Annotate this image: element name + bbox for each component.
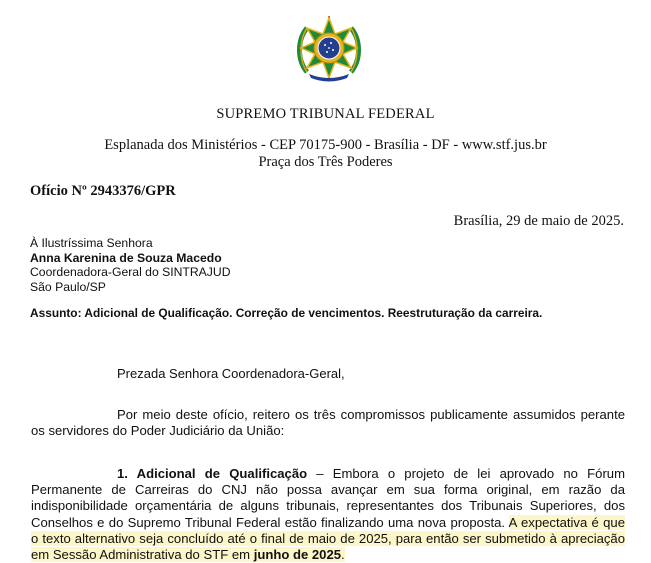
highlighted-end: . [341, 547, 345, 563]
oficio-number: Ofício Nº 2943376/GPR [30, 183, 176, 199]
recipient-name: Anna Karenina de Souza Macedo [30, 250, 222, 265]
highlighted-bold-text: junho de 2025 [253, 547, 342, 563]
intro-paragraph: Por meio deste ofício, reitero os três compromissos publicamente assumidos perante os servidores do Poder Judiciário da União: [31, 407, 625, 439]
address-line-1: Esplanada dos Ministérios - CEP 70175-900 - Brasília - DF - www.stf.jus.br [104, 137, 547, 153]
address-line-2: Praça dos Três Poderes [258, 154, 393, 170]
subject-line: Assunto: Adicional de Qualificação. Correção de vencimentos. Reestruturação da carreira. [30, 306, 543, 320]
brazil-coat-of-arms-icon [293, 12, 365, 84]
recipient-role: Coordenadora-Geral do SINTRAJUD [30, 265, 231, 279]
institution-title: SUPREMO TRIBUNAL FEDERAL [216, 106, 435, 122]
paragraph-body: – Embora o projeto de lei aprovado no Fórum Permanente de Carreiras do CNJ não possa avançar em sua forma original, em razão da indisponibilidade orçamentária de alguns tribunais, representantes dos Tribunais Superiores, dos Conselhos e do Supremo Tribunal Federal estão finalizando uma nova proposta. [31, 466, 625, 530]
document-date: Brasília, 29 de maio de 2025. [453, 213, 624, 229]
qualification-paragraph [31, 466, 625, 563]
recipient-salutation: À Ilustríssima Senhora [30, 236, 153, 250]
highlighted-text: A expectativa é que o texto alternativo seja concluído até o final de maio de 2025, para então ser submetido à apreciação em Sessão Administrativa do STF em [31, 514, 625, 563]
paragraph-heading: 1. Adicional de Qualificação [117, 466, 308, 481]
greeting: Prezada Senhora Coordenadora-Geral, [117, 366, 345, 381]
recipient-location: São Paulo/SP [30, 279, 106, 294]
recipient-block [30, 236, 231, 294]
